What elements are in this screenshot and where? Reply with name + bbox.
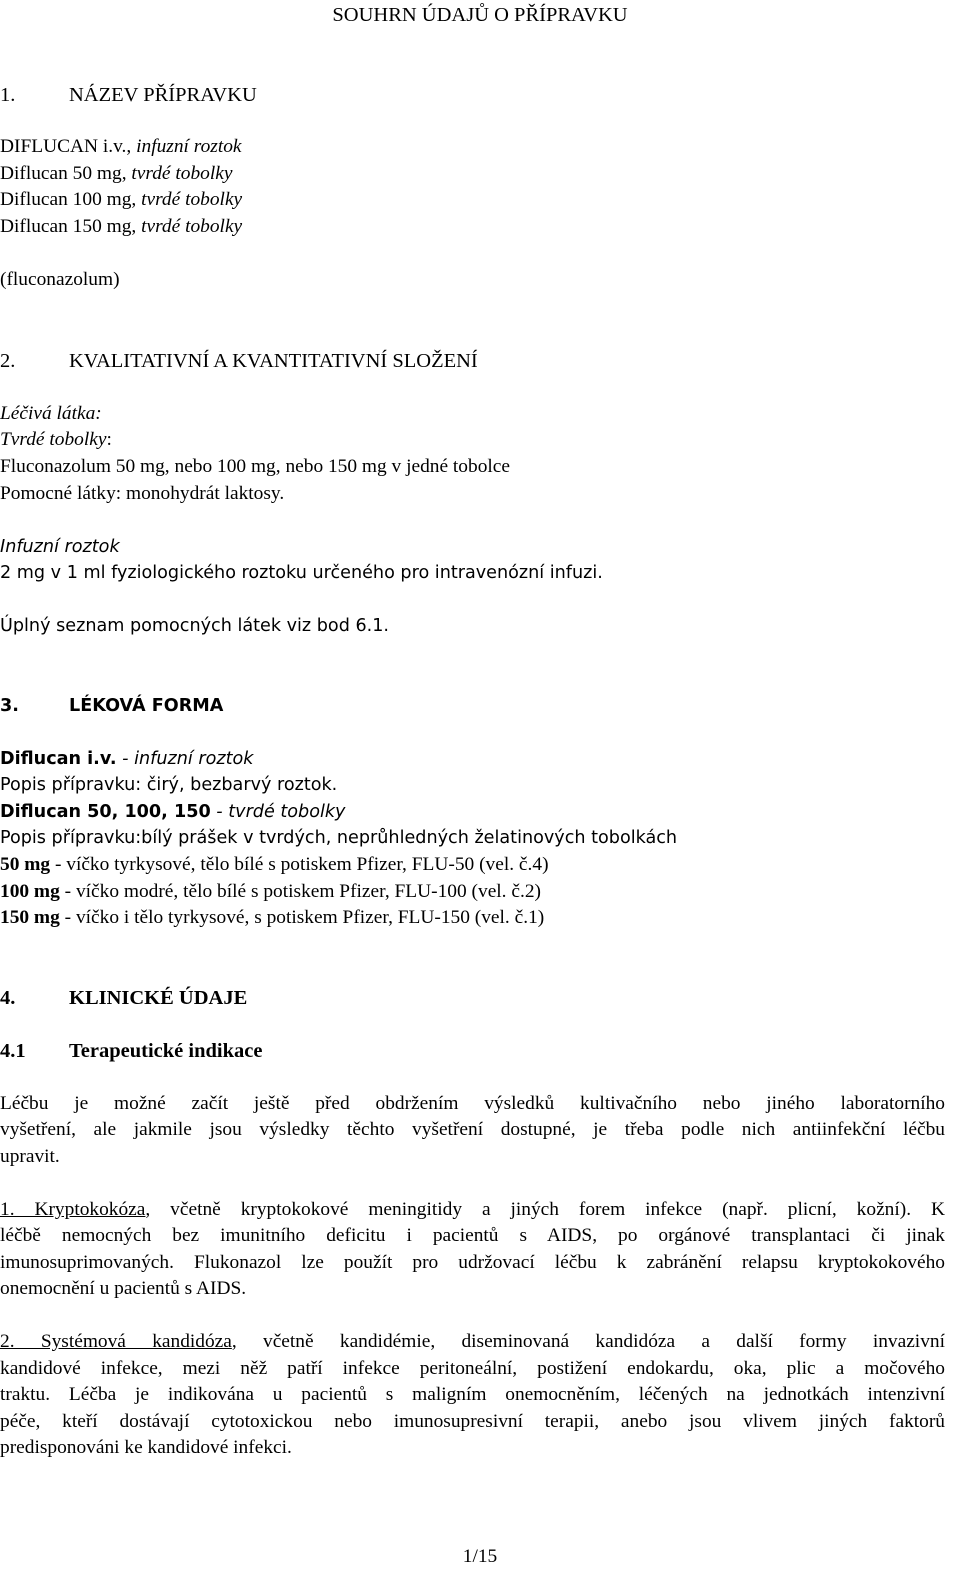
section-number: 4. (0, 987, 16, 1009)
document-title: SOUHRN ÚDAJŮ O PŘÍPRAVKU (332, 4, 628, 26)
paragraph-line: traktu. Léčba je indikována u pacientů s maligním onemocněním, léčených na jednotkách intenzivní (0, 1384, 945, 1405)
product-name: Diflucan 50 mg, (0, 163, 127, 184)
indication-title: 1. Kryptokokóza (0, 1199, 146, 1220)
product-form: tvrdé tobolky (141, 189, 243, 210)
section-number: 2. (0, 350, 16, 372)
iv-name: Diflucan i.v. (0, 749, 117, 769)
section-number: 1. (0, 84, 16, 106)
paragraph-line: imunosuprimovaných. Flukonazol lze použít pro udržovací léčbu k zabránění relapsu kryptokokového (0, 1252, 945, 1273)
capsule-strength: 100 mg (0, 881, 60, 902)
section-3-heading (0, 693, 223, 719)
section-title: KLINICKÉ ÚDAJE (69, 987, 248, 1009)
section-title: LÉKOVÁ FORMA (69, 696, 224, 716)
section-title: NÁZEV PŘÍPRAVKU (69, 84, 257, 106)
paragraph-line: upravit. (0, 1146, 60, 1167)
capsule-150-line (0, 905, 544, 931)
paragraph-line: Léčbu je možné začít ještě před obdržením výsledků kultivačního nebo jiného laboratorního (0, 1093, 945, 1114)
product-name: Diflucan 100 mg, (0, 189, 137, 210)
section-title: KVALITATIVNÍ A KVANTITATIVNÍ SLOŽENÍ (69, 350, 478, 372)
capsule-description: - víčko tyrkysové, tělo bílé s potiskem Pfizer, FLU-50 (vel. č.4) (50, 854, 549, 875)
capsules-description: Popis přípravku:bílý prášek v tvrdých, neprůhledných želatinových tobolkách (0, 828, 678, 848)
paragraph-line: onemocnění u pacientů s AIDS. (0, 1278, 247, 1299)
capsules-label-text: Tvrdé tobolky (0, 429, 107, 450)
excipients-line: Pomocné látky: monohydrát laktosy. (0, 483, 285, 504)
page-number: 1/15 (462, 1546, 498, 1567)
iv-description: Popis přípravku: čirý, bezbarvý roztok. (0, 775, 338, 795)
infusion-composition: 2 mg v 1 ml fyziologického roztoku určeného pro intravenózní infuzi. (0, 563, 603, 583)
product-line (0, 134, 242, 160)
product-form: tvrdé tobolky (131, 163, 233, 184)
subsection-title: Terapeutické indikace (69, 1040, 263, 1062)
product-line (0, 187, 242, 213)
capsules-form: - tvrdé tobolky (210, 802, 346, 822)
capsule-50-line (0, 852, 549, 878)
capsules-form-line (0, 799, 345, 825)
capsules-label-colon: : (106, 429, 112, 450)
infusion-label: Infuzní roztok (0, 537, 120, 557)
paragraph-line: léčbě nemocných bez imunitního deficitu i pacientů s AIDS, po orgánové transplantaci či jinak (0, 1225, 945, 1246)
full-excipient-list-note: Úplný seznam pomocných látek viz bod 6.1. (0, 616, 390, 636)
inn-line: (fluconazolum) (0, 269, 120, 290)
paragraph-text: , včetně kryptokokové meningitidy a jiných forem infekce (např. plicní, kožní). K (145, 1199, 945, 1220)
capsule-strength: 50 mg (0, 854, 51, 875)
iv-form-line (0, 746, 253, 772)
paragraph-line: predisponováni ke kandidové infekci. (0, 1437, 292, 1458)
paragraph-text: , včetně kandidémie, diseminovaná kandidóza a další formy invazivní (231, 1331, 945, 1352)
section-4-heading (0, 985, 247, 1011)
capsules-composition: Fluconazolum 50 mg, nebo 100 mg, nebo 150 mg v jedné tobolce (0, 456, 510, 477)
product-name: Diflucan 150 mg, (0, 216, 137, 237)
paragraph-line (0, 1329, 945, 1355)
product-form: infuzní roztok (136, 136, 242, 157)
subsection-4-1-heading (0, 1038, 262, 1064)
product-name: DIFLUCAN i.v., (0, 136, 132, 157)
iv-form: - infuzní roztok (116, 749, 254, 769)
capsule-100-line (0, 879, 541, 905)
capsule-strength: 150 mg (0, 907, 60, 928)
product-line (0, 161, 232, 187)
capsules-name: Diflucan 50, 100, 150 (0, 802, 211, 822)
paragraph-line: kandidové infekce, mezi něž patří infekce peritoneální, postižení endokardu, oka, plic a močového (0, 1358, 945, 1379)
subsection-number: 4.1 (0, 1040, 26, 1062)
paragraph-line (0, 1197, 945, 1223)
product-form: tvrdé tobolky (141, 216, 243, 237)
indication-title: 2. Systémová kandidóza (0, 1331, 232, 1352)
product-line (0, 214, 242, 240)
section-1-heading (0, 82, 257, 108)
active-substance-label: Léčivá látka: (0, 403, 102, 424)
capsule-description: - víčko i tělo tyrkysové, s potiskem Pfizer, FLU-150 (vel. č.1) (59, 907, 545, 928)
section-number: 3. (0, 696, 19, 716)
capsule-description: - víčko modré, tělo bílé s potiskem Pfizer, FLU-100 (vel. č.2) (59, 881, 541, 902)
paragraph-line: péče, kteří dostávají cytotoxickou nebo imunosupresivní terapii, anebo jsou vlivem jiných faktorů (0, 1411, 945, 1432)
paragraph-line: vyšetření, ale jakmile jsou výsledky těchto vyšetření dostupné, je třeba podle nich antiinfekční léčbu (0, 1119, 945, 1140)
section-2-heading (0, 348, 478, 374)
capsules-label (0, 427, 112, 453)
